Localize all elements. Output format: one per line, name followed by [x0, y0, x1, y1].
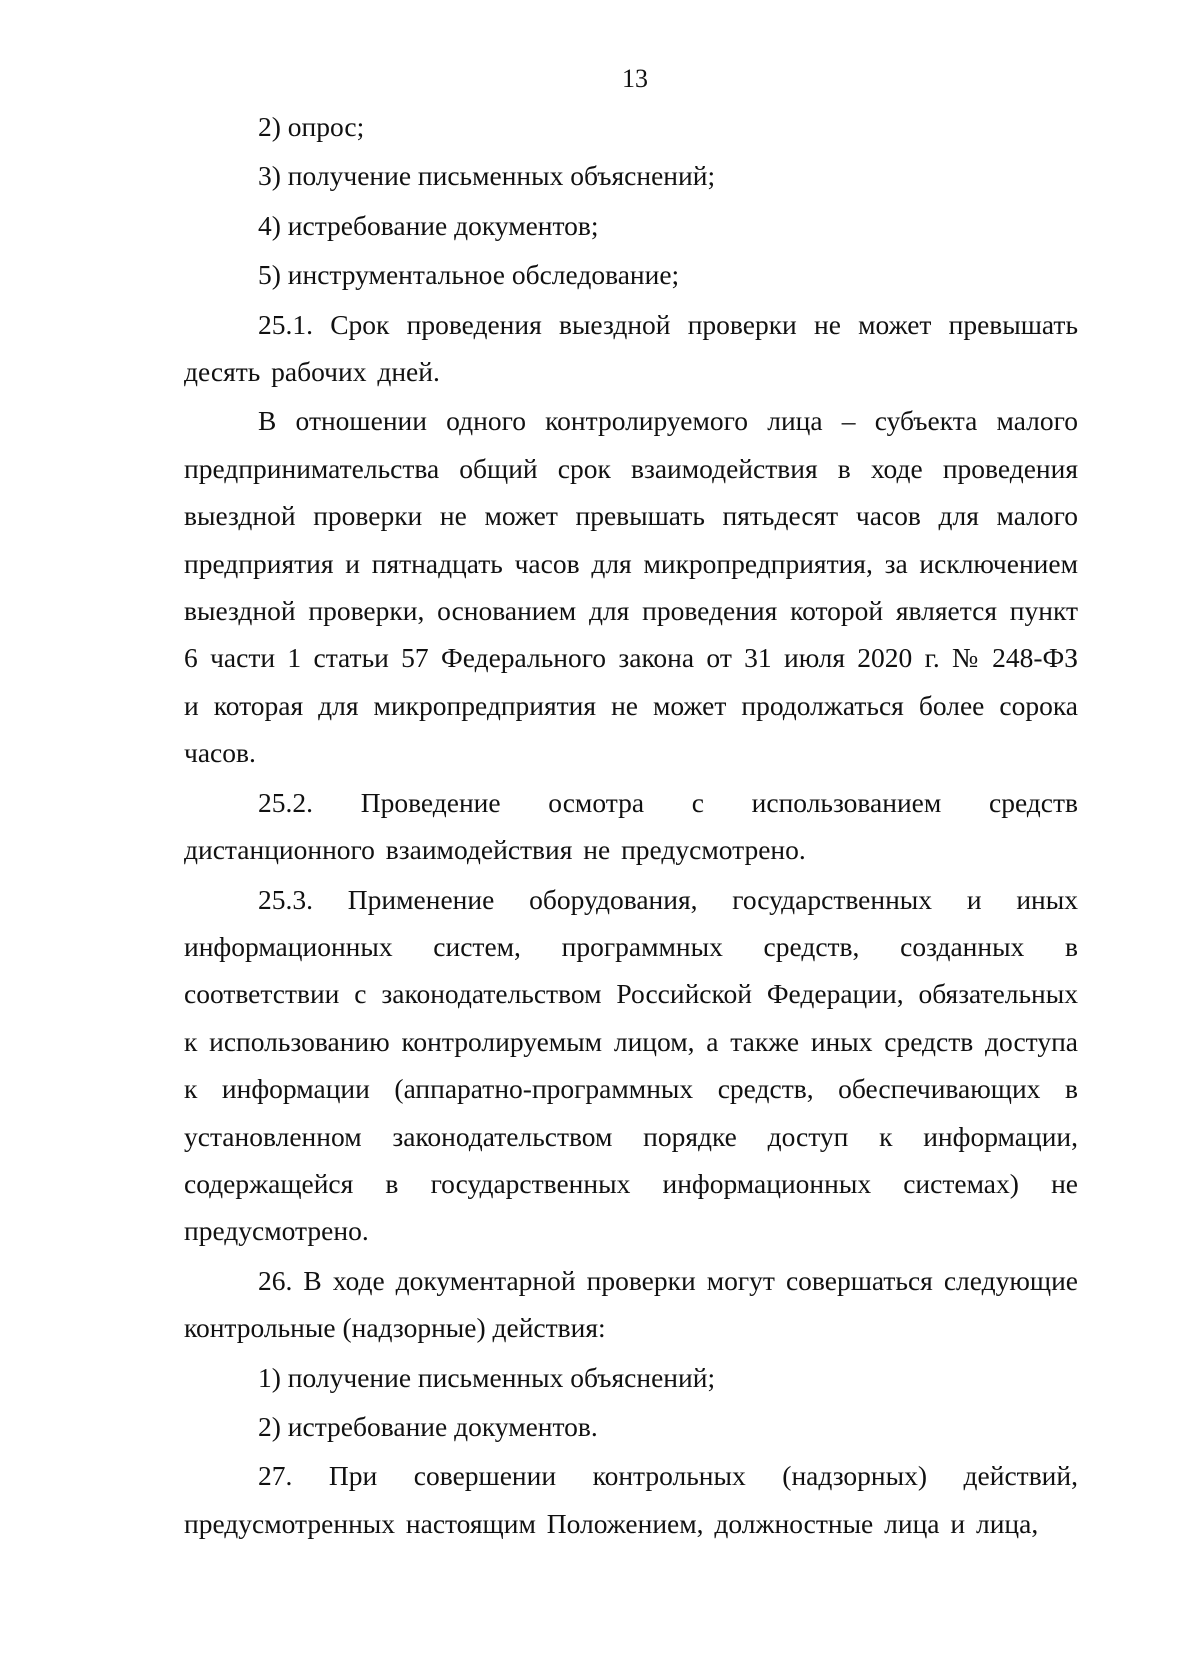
- paragraph-list-item-2: 2) опрос;: [258, 111, 365, 142]
- paragraph-list-item-4: 4) истребование документов;: [258, 209, 599, 241]
- paragraph-25-2: 25.2. Проведение осмотра с использованием средств дистанционного взаимодействия не предусмотрено.: [184, 786, 1078, 866]
- paragraph-list-item-5: 5) инструментальное обследование;: [258, 259, 680, 291]
- paragraph-list-item-1: 1) получение письменных объяснений;: [258, 1361, 716, 1393]
- paragraph-25-3: 25.3. Применение оборудования, государственных и иных информационных систем, программных средств, созданных в соответствии с законодательством Российской Федерации, обязательных к использованию контролируемым лицом, а также иных средств доступа к информации (аппаратно-программных средств, обеспечивающих в установленном законодательством порядке доступ к информации, содержащейся в государственных информационных системах) не предусмотрено.: [184, 883, 1078, 1247]
- paragraph-25-1: 25.1. Срок проведения выездной проверки не может превышать десять рабочих дней.: [184, 308, 1078, 388]
- paragraph-27: 27. При совершении контрольных (надзорных) действий, предусмотренных настоящим Положением, должностные лица и лица,: [184, 1460, 1078, 1539]
- paragraph-list-item-3: 3) получение письменных объяснений;: [258, 160, 716, 192]
- paragraph-list-item-2b: 2) истребование документов.: [258, 1410, 598, 1442]
- paragraph-small-business: В отношении одного контролируемого лица – субъекта малого предпринимательства общий срок взаимодействия в ходе проведения выездной проверки не может превышать пятьдесят часов для малого предприятия и пятнадцать часов для микропредприятия, за исключением выездной проверки, основанием для проведения которой является пункт 6 части 1 статьи 57 Федерального закона от 31 июля 2020 г. № 248-ФЗ и которая для микропредприятия не может продолжаться более сорока часов.: [184, 405, 1078, 769]
- document-body: [184, 103, 1078, 1547]
- page-number: 13: [622, 64, 648, 93]
- paragraph-26: 26. В ходе документарной проверки могут совершаться следующие контрольные (надзорные) действия:: [184, 1264, 1078, 1344]
